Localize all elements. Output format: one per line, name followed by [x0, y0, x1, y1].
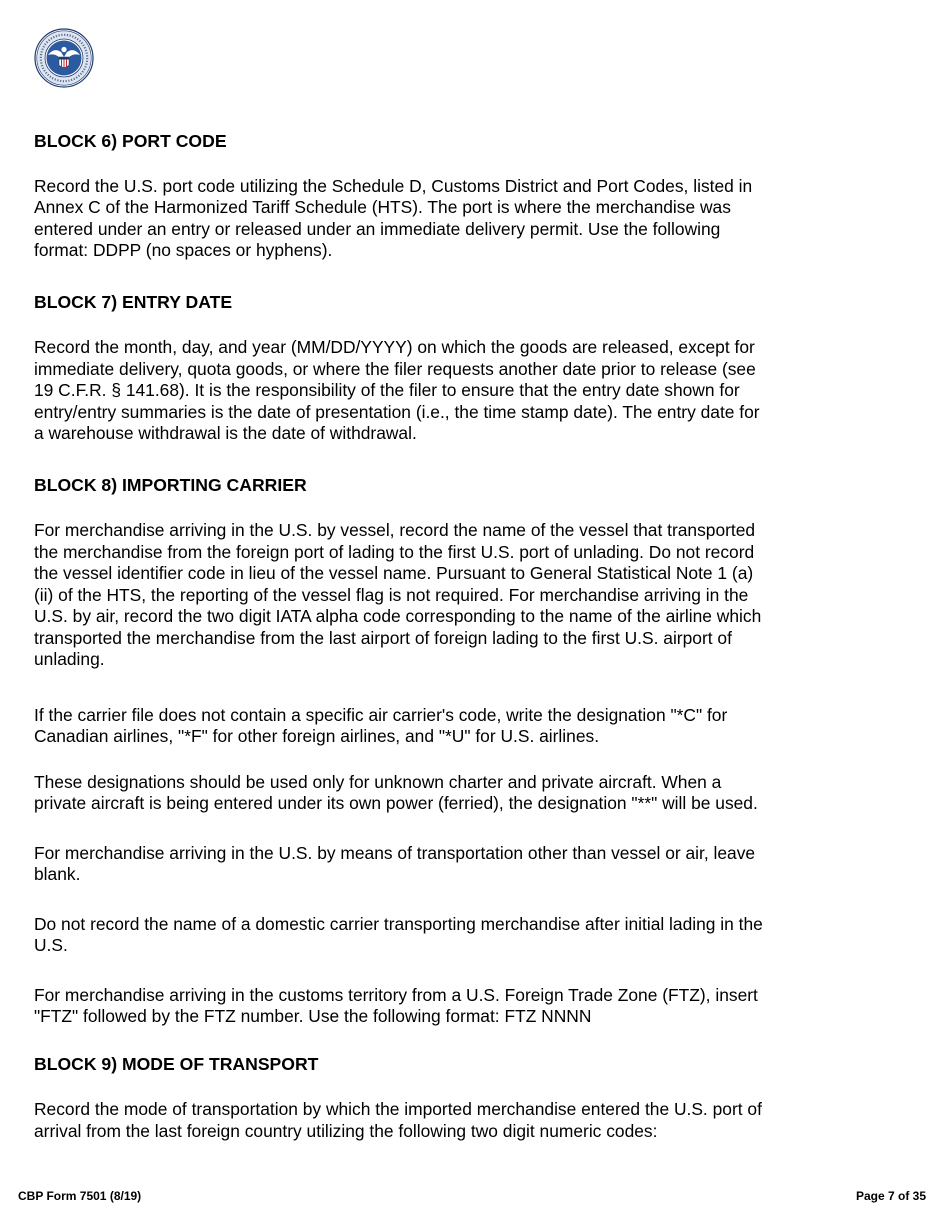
- block-8-paragraph-3: These designations should be used only for unknown charter and private aircraft. When a private aircraft is being entered under its own power (ferried), the designation "**" will be used.: [34, 771, 758, 813]
- block-8-paragraph-6: For merchandise arriving in the customs territory from a U.S. Foreign Trade Zone (FTZ), insert "FTZ" followed by the FTZ number. Use the following format: FTZ NNNN: [34, 984, 758, 1026]
- block-7-section: [34, 292, 774, 445]
- block-6-heading: BLOCK 6) PORT CODE: [34, 131, 227, 151]
- dhs-seal-logo: [34, 28, 94, 88]
- block-8-paragraph-5: Do not record the name of a domestic carrier transporting merchandise after initial lading in the U.S.: [34, 913, 763, 955]
- block-6-paragraph-1: Record the U.S. port code utilizing the Schedule D, Customs District and Port Codes, listed in Annex C of the Harmonized Tariff Schedule (HTS). The port is where the merchandise was entered under an entry or released under an immediate delivery permit. Use the following format: DDPP (no spaces or hyphens).: [34, 175, 753, 260]
- block-8-section: [34, 475, 774, 1028]
- document-body: [34, 131, 774, 1142]
- block-9-section: [34, 1054, 774, 1143]
- block-7-heading: BLOCK 7) ENTRY DATE: [34, 291, 233, 312]
- block-8-heading: BLOCK 8) IMPORTING CARRIER: [34, 474, 307, 495]
- block-7-paragraph-1: Record the month, day, and year (MM/DD/YYYY) on which the goods are released, except for immediate delivery, quota goods, or where the filer requests another date prior to release (see 19 C.F.R. § 141.68). It is the responsibility of the filer to ensure that the entry date shown for entry/entry summaries is the date of presentation (i.e., the time stamp date). The entry date for a warehouse withdrawal is the date of withdrawal.: [34, 337, 760, 443]
- footer-page-number: Page 7 of 35: [855, 1189, 926, 1203]
- block-8-paragraph-2: If the carrier file does not contain a specific air carrier's code, write the designation "*C" for Canadian airlines, "*F" for other foreign airlines, and "*U" for U.S. airlines.: [34, 704, 728, 746]
- block-6-section: [34, 131, 774, 262]
- block-9-heading: BLOCK 9) MODE OF TRANSPORT: [34, 1053, 319, 1074]
- block-8-paragraph-1: For merchandise arriving in the U.S. by vessel, record the name of the vessel that transported the merchandise from the foreign port of lading to the first U.S. port of unlading. Do not record the vessel identifier code in lieu of the vessel name. Pursuant to General Statistical Note 1 (a) (ii) of the HTS, the reporting of the vessel flag is not required. For merchandise arriving in the U.S. by air, record the two digit IATA alpha code corresponding to the name of the airline which transported the merchandise from the last airport of foreign lading to the first U.S. airport of unlading.: [34, 520, 762, 669]
- footer-form-id: CBP Form 7501 (8/19): [18, 1189, 142, 1203]
- block-8-paragraph-4: For merchandise arriving in the U.S. by means of transportation other than vessel or air, leave blank.: [34, 842, 756, 884]
- block-9-paragraph-1: Record the mode of transportation by which the imported merchandise entered the U.S. port of arrival from the last foreign country utilizing the following two digit numeric codes:: [34, 1099, 762, 1141]
